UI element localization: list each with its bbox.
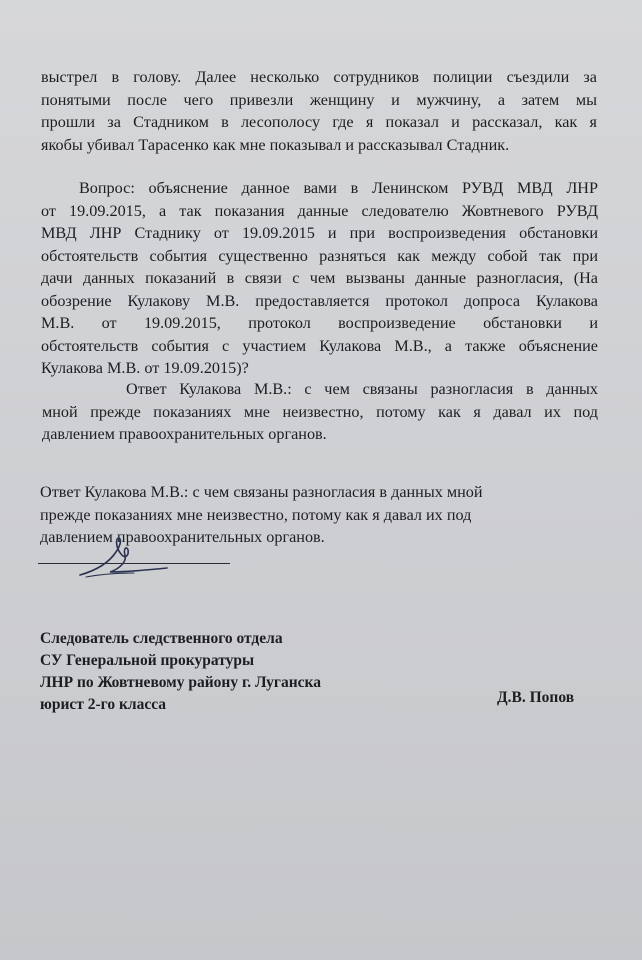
text-line: МВД ЛНР Стаднику от 19.09.2015 и при воспроизведения обстановки bbox=[41, 224, 598, 242]
text-line: давлением правоохранительных органов. bbox=[42, 425, 327, 443]
investigator-signature-block bbox=[40, 628, 321, 716]
text-line: якобы убивал Тарасенко как мне показывал и рассказывал Стадник. bbox=[41, 135, 510, 154]
investigator-name: Д.В. Попов bbox=[497, 689, 575, 706]
text-line: Ответ Кулакова М.В.: с чем связаны разногласия в данных bbox=[126, 380, 598, 398]
testimony-paragraph bbox=[41, 66, 597, 156]
investigator-title-line: СУ Генеральной прокуратуры bbox=[40, 652, 255, 669]
text-line: Вопрос: объяснение данное вами в Ленинском РУВД МВД ЛНР bbox=[79, 179, 598, 197]
text-line: прежде показаниях мне неизвестно, потому как я давал их под bbox=[40, 505, 472, 524]
question-paragraph bbox=[41, 177, 598, 380]
investigator-title-line: Следователь следственного отдела bbox=[40, 630, 283, 647]
text-line: М.В. от 19.09.2015, протокол воспроизведение обстановки и bbox=[41, 314, 598, 332]
text-line: выстрел в голову. Далее несколько сотрудников полиции съездили за bbox=[41, 68, 597, 86]
text-line: от 19.09.2015, а так показания данные следователю Жовтневого РУВД bbox=[41, 201, 598, 220]
text-line: Ответ Кулакова М.В.: с чем связаны разногласия в данных мной bbox=[40, 483, 483, 501]
text-line: обстоятельств события существенно разняться как между собой так при bbox=[41, 246, 598, 265]
text-line: давлением правоохранительных органов. bbox=[40, 528, 325, 546]
investigator-title-line: юрист 2-го класса bbox=[40, 696, 167, 713]
text-line: мной прежде показаниях мне неизвестно, потому как я давал их под bbox=[42, 402, 598, 421]
answer-paragraph bbox=[42, 378, 598, 446]
text-line: Кулакова М.В. от 19.09.2015)? bbox=[41, 359, 249, 377]
text-line: обстоятельств события с участием Кулакова М.В., а также объяснение bbox=[41, 336, 598, 355]
handwritten-signature bbox=[72, 528, 172, 584]
text-line: дачи данных показаний в связи с чем вызваны данные разногласия, (На bbox=[41, 269, 598, 287]
text-line: прошли за Стадником в лесополосу где я показал и рассказал, как я bbox=[41, 113, 597, 131]
text-line: обозрение Кулакову М.В. предоставляется протокол допроса Кулакова bbox=[41, 291, 598, 310]
investigator-title-line: ЛНР по Жовтневому району г. Луганска bbox=[40, 674, 321, 691]
text-line: понятыми после чего привезли женщину и мужчину, а затем мы bbox=[41, 90, 597, 109]
